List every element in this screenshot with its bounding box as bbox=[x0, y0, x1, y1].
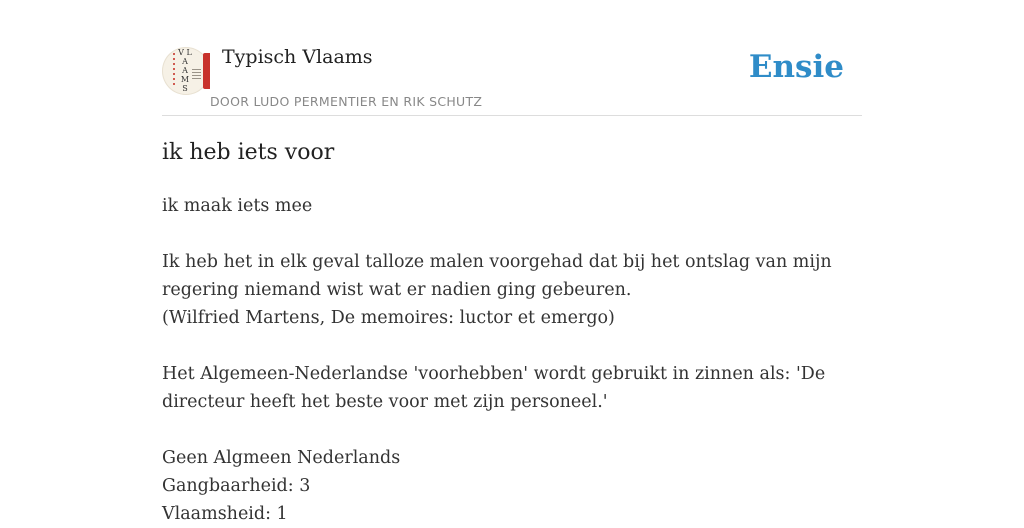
body-line: (Wilfried Martens, De memoires: luctor et emergo) bbox=[162, 308, 615, 328]
body-line: Ik heb het in elk geval talloze malen voorgehad dat bij het ontslag van mijn bbox=[162, 252, 832, 272]
body-line: Vlaamsheid: 1 bbox=[162, 504, 288, 524]
logo-letters: V L A A M S bbox=[178, 48, 192, 93]
header bbox=[162, 0, 862, 116]
logo-side-decoration bbox=[173, 53, 175, 87]
body-line: Het Algemeen-Nederlandse 'voorhebben' wordt gebruikt in zinnen als: 'De bbox=[162, 364, 826, 384]
logo-text-lines bbox=[192, 69, 201, 79]
blog-logo-icon[interactable] bbox=[162, 47, 210, 95]
blog-authors: DOOR LUDO PERMENTIER EN RIK SCHUTZ bbox=[210, 94, 483, 109]
entry-body bbox=[162, 192, 862, 528]
body-line: Gangbaarheid: 3 bbox=[162, 476, 311, 496]
page bbox=[162, 0, 862, 524]
ensie-brand-link[interactable]: Ensie bbox=[748, 49, 844, 85]
blog-title-link[interactable]: Typisch Vlaams bbox=[222, 46, 373, 68]
body-line: regering niemand wist wat er nadien ging gebeuren. bbox=[162, 280, 632, 300]
body-line: ik maak iets mee bbox=[162, 196, 313, 216]
entry-title: ik heb iets voor bbox=[162, 140, 335, 165]
body-line-blank bbox=[162, 220, 862, 248]
logo-red-bar bbox=[203, 53, 210, 89]
body-line-blank bbox=[162, 332, 862, 360]
body-line: Geen Algmeen Nederlands bbox=[162, 448, 401, 468]
body-line: directeur heeft het beste voor met zijn personeel.' bbox=[162, 392, 608, 412]
body-line-blank bbox=[162, 416, 862, 444]
